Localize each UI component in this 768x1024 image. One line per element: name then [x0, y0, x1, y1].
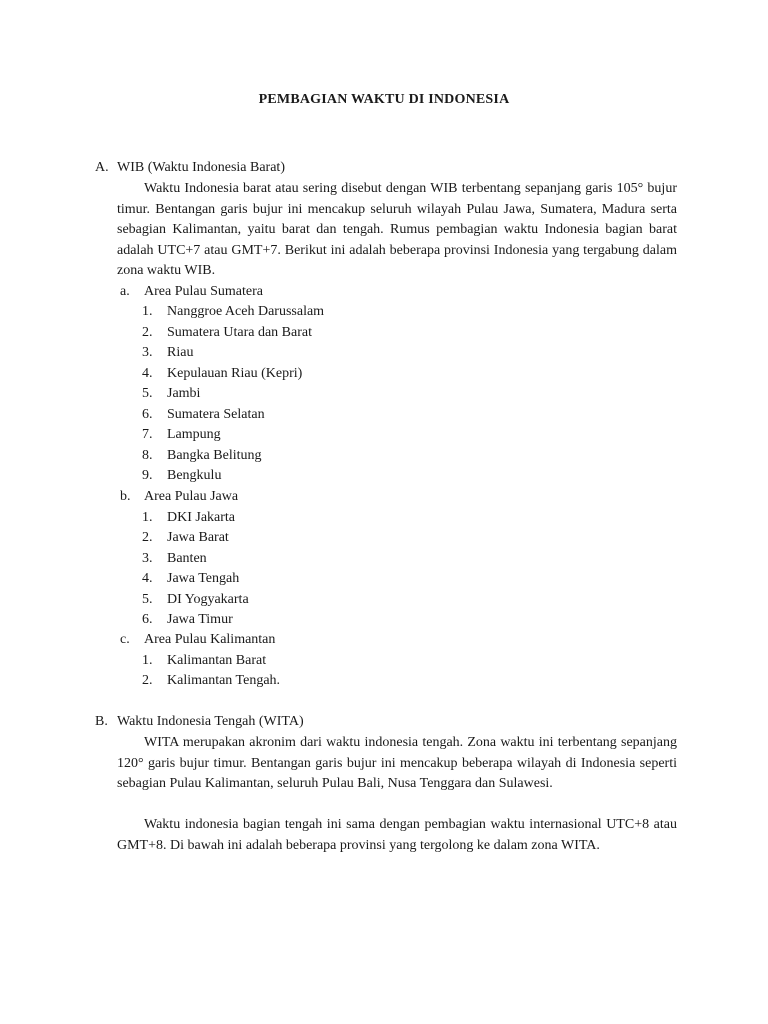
list-item: 2. Jawa Barat — [142, 530, 229, 545]
sub-b-heading: b. Area Pulau Jawa — [120, 489, 239, 504]
list-item: 2. Kalimantan Tengah. — [142, 673, 281, 688]
list-item: 8. Bangka Belitung — [142, 447, 262, 463]
list-item: 3. Riau — [142, 345, 194, 360]
list-item: 4. Kepulauan Riau (Kepri) — [142, 365, 303, 381]
list-item: 9. Bengkulu — [142, 468, 222, 483]
section-a-title: WIB (Waktu Indonesia Barat) — [117, 160, 285, 175]
list-item: 1. Kalimantan Barat — [142, 652, 267, 668]
sub-c-heading: c. Area Pulau Kalimantan — [120, 632, 276, 647]
section-b-paragraph-1: WITA merupakan akronim dari waktu indonesia tengah. Zona waktu ini terbentang sepanjang 120° garis bujur timur. Bentangan garis bujur ini mencakup beberapa wilayah di Indonesia seperti sebagian Pulau Kalimantan, seluruh Pulau Bali, Nusa Tenggara dan Sulawesi. — [117, 735, 677, 791]
section-a-heading — [95, 158, 285, 178]
list-item: 7. Lampung — [142, 427, 221, 442]
section-a-paragraph: Waktu Indonesia barat atau sering disebut dengan WIB terbentang sepanjang garis 105° bujur timur. Bentangan garis bujur ini mencakup seluruh wilayah Pulau Jawa, Sumatera, Madura serta sebagian Kalimantan, yaitu barat dan tengah. Rumus pembagian waktu Indonesia bagian barat adalah UTC+7 atau GMT+7. Berikut ini adalah beberapa provinsi Indonesia yang tergabung dalam zona waktu WIB. — [117, 181, 677, 278]
list-item: 4. Jawa Tengah — [142, 571, 240, 586]
section-b-paragraph-2: Waktu indonesia bagian tengah ini sama dengan pembagian waktu internasional UTC+8 atau GMT+8. Di bawah ini adalah beberapa provinsi yang tergolong ke dalam zona WITA. — [117, 817, 677, 853]
sub-a-heading: a. Area Pulau Sumatera — [120, 284, 263, 299]
list-item: 2. Sumatera Utara dan Barat — [142, 324, 312, 340]
list-item: 6. Sumatera Selatan — [142, 406, 265, 422]
list-item: 5. Jambi — [142, 386, 201, 401]
section-b-heading — [95, 712, 304, 732]
list-item: 3. Banten — [142, 550, 207, 566]
list-item: 6. Jawa Timur — [142, 612, 233, 627]
list-item: 1. Nanggroe Aceh Darussalam — [142, 304, 325, 319]
list-item: 5. DI Yogyakarta — [142, 591, 249, 607]
list-item: 1. DKI Jakarta — [142, 509, 236, 525]
section-a-letter: A. — [95, 160, 109, 175]
document-title: PEMBAGIAN WAKTU DI INDONESIA — [258, 92, 510, 107]
section-b-letter: B. — [95, 714, 108, 729]
section-b-title: Waktu Indonesia Tengah (WITA) — [117, 714, 304, 729]
